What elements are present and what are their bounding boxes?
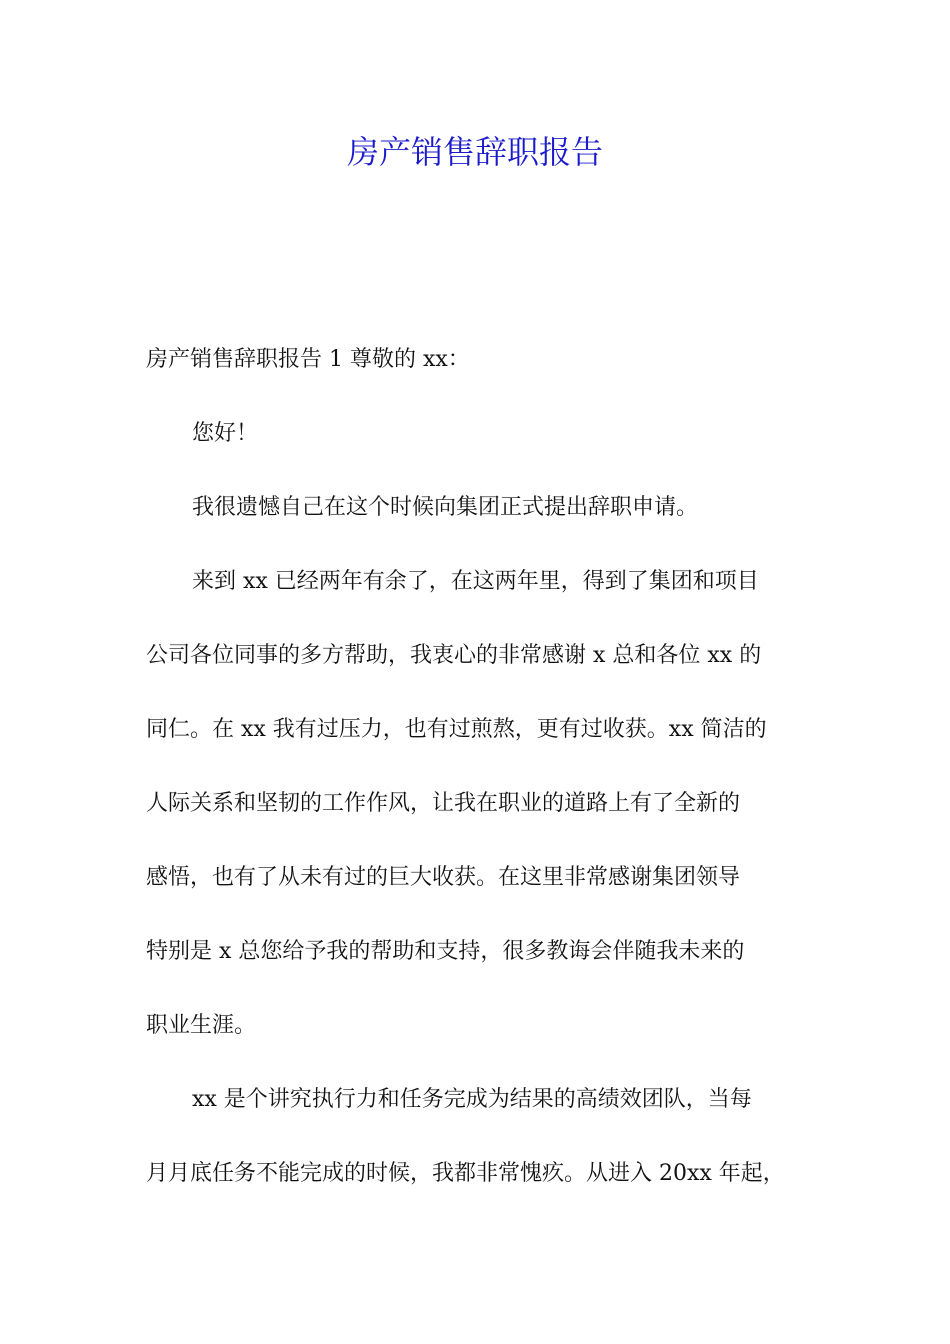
paragraph-line: 人际关系和坚韧的工作作风，让我在职业的道路上有了全新的 [146,791,741,816]
paragraph-line: 同仁。在 xx 我有过压力，也有过煎熬，更有过收获。xx 简洁的 [146,717,767,742]
paragraph-line: 我很遗憾自己在这个时候向集团正式提出辞职申请。 [192,495,699,520]
paragraph-line: 职业生涯。 [146,1013,257,1038]
document-title: 房产销售辞职报告 [346,133,603,171]
paragraph-line: 月月底任务不能完成的时候，我都非常愧疚。从进入 20xx 年起， [146,1161,785,1186]
greeting-line: 您好！ [192,421,259,446]
paragraph-line: 来到 xx 已经两年有余了，在这两年里，得到了集团和项目 [192,569,759,594]
paragraph-line: 特别是 x 总您给予我的帮助和支持，很多教诲会伴随我未来的 [146,939,745,964]
paragraph-line: xx 是个讲究执行力和任务完成为结果的高绩效团队，当每 [192,1087,752,1112]
salutation-line: 房产销售辞职报告 1 尊敬的 xx： [146,347,470,372]
paragraph-line: 公司各位同事的多方帮助，我衷心的非常感谢 x 总和各位 xx 的 [146,643,762,668]
document-body [146,323,812,1211]
paragraph-line: 感悟，也有了从未有过的巨大收获。在这里非常感谢集团领导 [146,865,741,890]
